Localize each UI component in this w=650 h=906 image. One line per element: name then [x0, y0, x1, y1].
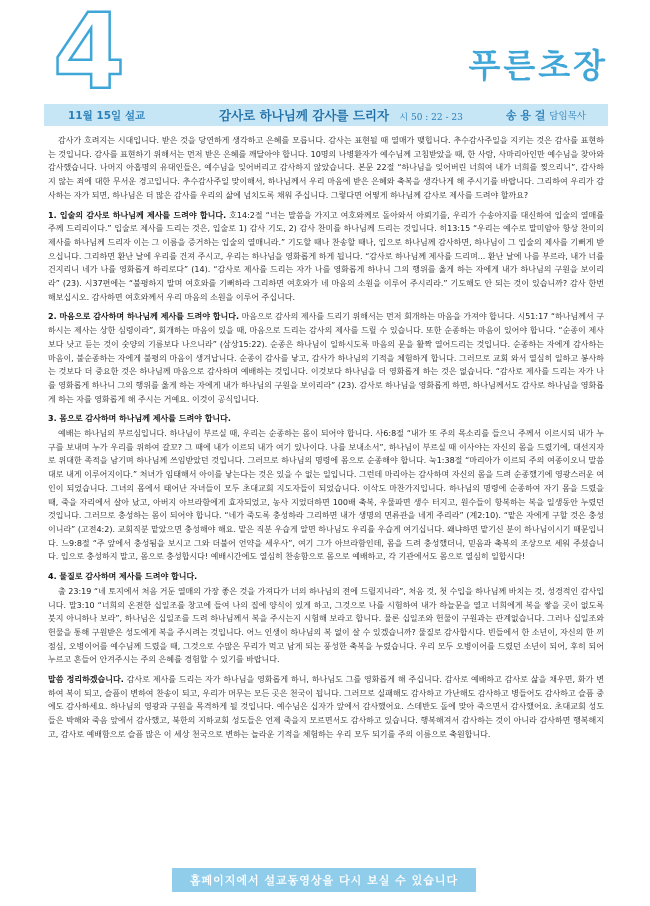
svg-text:4: 4 — [52, 4, 126, 96]
conclusion-text: 감사로 제사를 드리는 자가 하나님을 영화롭게 하니, 하나님도 그를 영화롭게 해 주십니다. 감사로 예배하고 감사로 삶을 채우면, 화가 변하여 복이 되고, 슬픔이 변하여 찬송이 되고, 우리가 머무는 모든 곳은 천국이 됩니다. 그러므로 실패해도 감사하고 가난해도 감사하고 병들어도 감사하고 슬픔 중에도 감사하세요. 하나님의 영광과 구원을 목격하게 될 것입니다. 예수님은 십자가 앞에서 감사했어요. 스데반도 돌에 맞아 죽으면서 감사했어요. 초대교회 성도들은 박해와 죽음 앞에서 감사했고, 북한의 지하교회 성도들은 언제 죽을지 모르면서도 감사하고 있습니다. 행복해져서 감사하는 것이 아니라 감사하면 행복해지고, 감사로 예배함으로 슬픔 많은 이 세상 천국으로 변하는 놀라운 기적을 체험하는 우리 모두 되기를 주의 이름으로 축원합니다. — [48, 675, 605, 739]
conclusion-title: 말씀 정리하겠습니다. — [48, 675, 124, 685]
point-4-title-line — [48, 570, 604, 584]
sermon-header — [44, 104, 608, 126]
conclusion — [48, 673, 604, 742]
point-2 — [48, 310, 604, 406]
sermon-date: 11월 15일 설교 — [68, 109, 146, 122]
point-1 — [48, 209, 604, 305]
point-3-title: 3. 몸으로 감사하며 하나님께 제사를 드려야 합니다. — [48, 414, 231, 424]
intro-paragraph: 감사가 흐려지는 시대입니다. 받은 것을 당연하게 생각하고 은혜를 모릅니다. 감사는 표현될 때 열매가 맺힙니다. 추수감사주일을 지키는 것은 감사를 표현하는 것입니다. 감사를 표현하기 위해서는 먼저 받은 은혜를 깨달아야 합니다. 10명의 나병환자가 예수님께 고침받았을 때, 한 사람, 사마리아인만 예수님을 찾아와 감사했습니다. 나머지 아홉명의 유대인들은, 예수님을 잊어버리고 감사하지 않았습니다. 본문 22절 “하나님을 잊어버린 너희여 내가 너희를 찢으리니”, 감사하지 않는 죄에 대한 무서운 경고입니다. 추수감사주일 맞이해서, 하나님께서 우리 마음에 받은 은혜와 축복을 생각나게 해 주시기를 바랍니다. 그리하여 우리가 감사하는 자가 되면, 하나님은 더 많은 감사를 우리의 삶에 넘치도록 채워 주십니다. 그렇다면 어떻게 하나님께 감사로 제사를 드려야 할까요? — [48, 136, 604, 200]
sermon-title-group — [176, 106, 506, 124]
issue-number — [48, 4, 130, 96]
scripture-reference: 시 50 : 22 - 23 — [399, 113, 463, 123]
brand-title: 푸른초장 — [468, 46, 608, 85]
homepage-video-link[interactable]: 홈페이지에서 설교동영상을 다시 보실 수 있습니다 — [172, 868, 476, 892]
point-3-title-line — [48, 412, 604, 426]
author-name: 송 용 걸 — [505, 109, 546, 122]
sermon-title: 감사로 하나님께 감사를 드리자 — [219, 108, 390, 123]
sermon-body — [48, 134, 604, 748]
point-2-text: 마음으로 감사의 제사를 드리기 위해서는 먼저 회개하는 마음을 가져야 합니다. 시51:17 “하나님께서 구하시는 제사는 상한 심령이라”, 회개하는 마음이 있을 때, 마음으로 드리는 감사의 제사를 드릴 수 있습니다. 또한 순종하는 마음이 있어야 합니다. “순종이 제사보다 낫고 듣는 것이 숫양의 기름보다 나으니라” (삼상15:22). 순종은 하나님이 일하시도록 마음의 문을 활짝 열어드리는 것입니다. 순종하는 자에게 감사하는 마음이, 불순종하는 자에게 불평의 마음이 생겨납니다. 순종이 감사를 낳고, 감사가 하나님의 기적을 체험하게 합니다. 그러므로 교회 와서 열심히 일하고 봉사하는 것보다 더 중요한 것은 하나님께 마음으로 감사하며 예배하는 것입니다. 이것보다 하나님을 더 영화롭게 하는 것은 없습니다. “감사로 제사를 드리는 자가 나를 영화롭게 하나니 그의 행위를 옳게 하는 자에게 내가 하나님의 구원을 보이리라” (23). 감사로 하나님을 영화롭게 하면, 하나님께서도 감사로 하나님을 영화롭게 하는 자를 영화롭게 해 주시는 거예요. 이것이 공식입니다. — [48, 312, 604, 404]
point-2-title: 2. 마음으로 감사하며 하나님께 제사를 드려야 합니다. — [48, 312, 240, 322]
point-1-title: 1. 입술의 감사로 하나님께 제사를 드려야 합니다. — [48, 210, 227, 220]
author-group — [506, 107, 586, 123]
author-role: 담임목사 — [549, 111, 586, 122]
point-3-text: 예배는 하나님의 부르심입니다. 하나님이 부르실 때, 우리는 순종하는 몸이 되어야 합니다. 사6:8절 “내가 또 주의 목소리를 들으니 주께서 이르시되 내가 누구를 보내며 누가 우리를 위하여 갈꼬? 그 때에 내가 이르되 내가 여기 있나이다. 나를 보내소서”, 하나님이 부르실 때 이사야는 자신의 몸을 드렸기에, 대선지자로 위대한 족적을 남기며 하나님께 쓰임받았던 것입니다. 그러므로 하나님의 명령에 몸으로 순종해야 합니다. 눅1:38절 “마리아가 이르되 주의 여종이오니 말씀대로 내게 이루어지이다.” 처녀가 임태해서 아이를 낳는다는 것은 있을 수 없는 일입니다. 그런데 마리아는 감사하며 자신의 몸을 드려 순종했기에 영광스러운 여인이 되었습니다. 그녀의 몸에서 태어난 자녀들이 모두 초대교회 지도자들이 되었습니다. 이삭도 마찬가지입니다. 하나님의 명령에 순종하여 자기 몸을 드렸을 때, 죽을 자리에서 살아 났고, 아버지 아브라함에게 효자되었고, 농사 지었더하면 100배 축복, 우물파면 생수 터지고, 원수들이 항복하는 복을 일생동안 누렸던 것입니다. 그러므로 충성하는 몸이 되어야 합니다. “네가 죽도록 충성하라 그리하면 내가 생명의 면류관을 네게 주리라” (계2:10). “맡은 자에게 구할 것은 충성이니라” (고전4:2). 교회직분 맡았으면 충성해야 해요. 맡은 직분 우습게 알면 하나님도 우리를 우습게 여기십니다. 왜냐하면 맡기신 분이 하나님이시기 때문입니다. 느9:8절 “주 앞에서 충성됨을 보시고 그와 더불어 언약을 세우사”, 여기 그가 아브라함인데, 몸을 드려 충성했더니, 믿음과 축복의 조상으로 세워 주셨습니다. 입으로 충성하지 말고, 몸으로 충성합시다! 예배시간에도 열심히 찬송함으로 몸으로 예배하고, 각 기관에서도 몸으로 열심히 일합시다! — [48, 429, 604, 562]
point-4-text: 출 23:19 “네 토지에서 처음 거둔 열매의 가장 좋은 것을 가져다가 너의 하나님의 전에 드릴지니라”, 처음 것, 첫 수입을 하나님께 바치는 것, 성경적인 감사입니다. 말3:10 “너희의 온전한 십일조를 창고에 들여 나의 집에 양식이 있게 하고, 그것으로 나를 시험하여 내가 하늘문을 열고 너희에게 복을 쌓을 곳이 없도록 붓지 아니하나 보라”, 하나님은 십일조를 드려 하나님께서 복을 주시는지 시험해 보라고 합니다. 물론 십일조와 헌물이 구원과는 관계없습니다. 그러나 십일조와 헌물을 통해 구원받은 성도에게 복을 주시려는 것입니다. 어느 인생이 하나님의 복 없이 살 수 있겠습니까? 물질로 감사합시다. 빈들에서 한 소년이, 자신의 한 끼 점심, 오병이어를 예수님께 드렸을 때, 그것으로 수많은 무리가 먹고 남게 되는 풍성한 축복을 누렸습니다. 우리 모두 오병이어를 드렸던 소년이 되어, 후히 되어 누르고 흔들어 안겨주시는 주의 은혜를 경험할 수 있기를 바랍니다. — [48, 586, 604, 665]
point-4-title: 4. 물질로 감사하며 제사를 드려야 합니다. — [48, 572, 198, 582]
point-1-text: 호14:2절 “너는 말씀을 가지고 여호와께로 돌아와서 아뢰기를, 우리가 수송아지를 대신하여 입술의 열매를 주께 드리리이다.” 입술로 제사를 드리는 것은, 입술로 1) 감사 기도, 2) 감사 찬미를 하나님께 드리는 것입니다. 히13:15 “우리는 예수로 말미암아 항상 찬미의 제사를 하나님께 드리자 이는 그 이름을 증거하는 입술의 열매니라.” 기도할 때나 찬송할 때나, 입으로 하나님께 감사하면, 하나님이 그 입술의 제사를 기뻐게 받으십니다. 그리하면 환난 날에 우리를 건져 주시고, 우리는 하나님을 영화롭게 하게 됩니다. “감사로 하나님께 제사를 드리며... 환난 날에 나를 부르라, 내가 너를 건지리니 네가 나를 영화롭게 하리로다” (14). “감사로 제사를 드리는 자가 나를 영화롭게 하나니 그의 행위를 옳게 하는 자에게 내가 하나님의 구원을 보이리라” (23). 시37편에는 “불평하지 말며 여호와를 기뻐하라 그리하면 여호와가 네 마음의 소원을 이루어 주시리라.” 기도해도 안 되는 것이 있습니까? 감사 한번 해보십시오. 감사하면 여호와께서 우리 마음의 소원을 이루어 주십니다. — [48, 210, 604, 302]
